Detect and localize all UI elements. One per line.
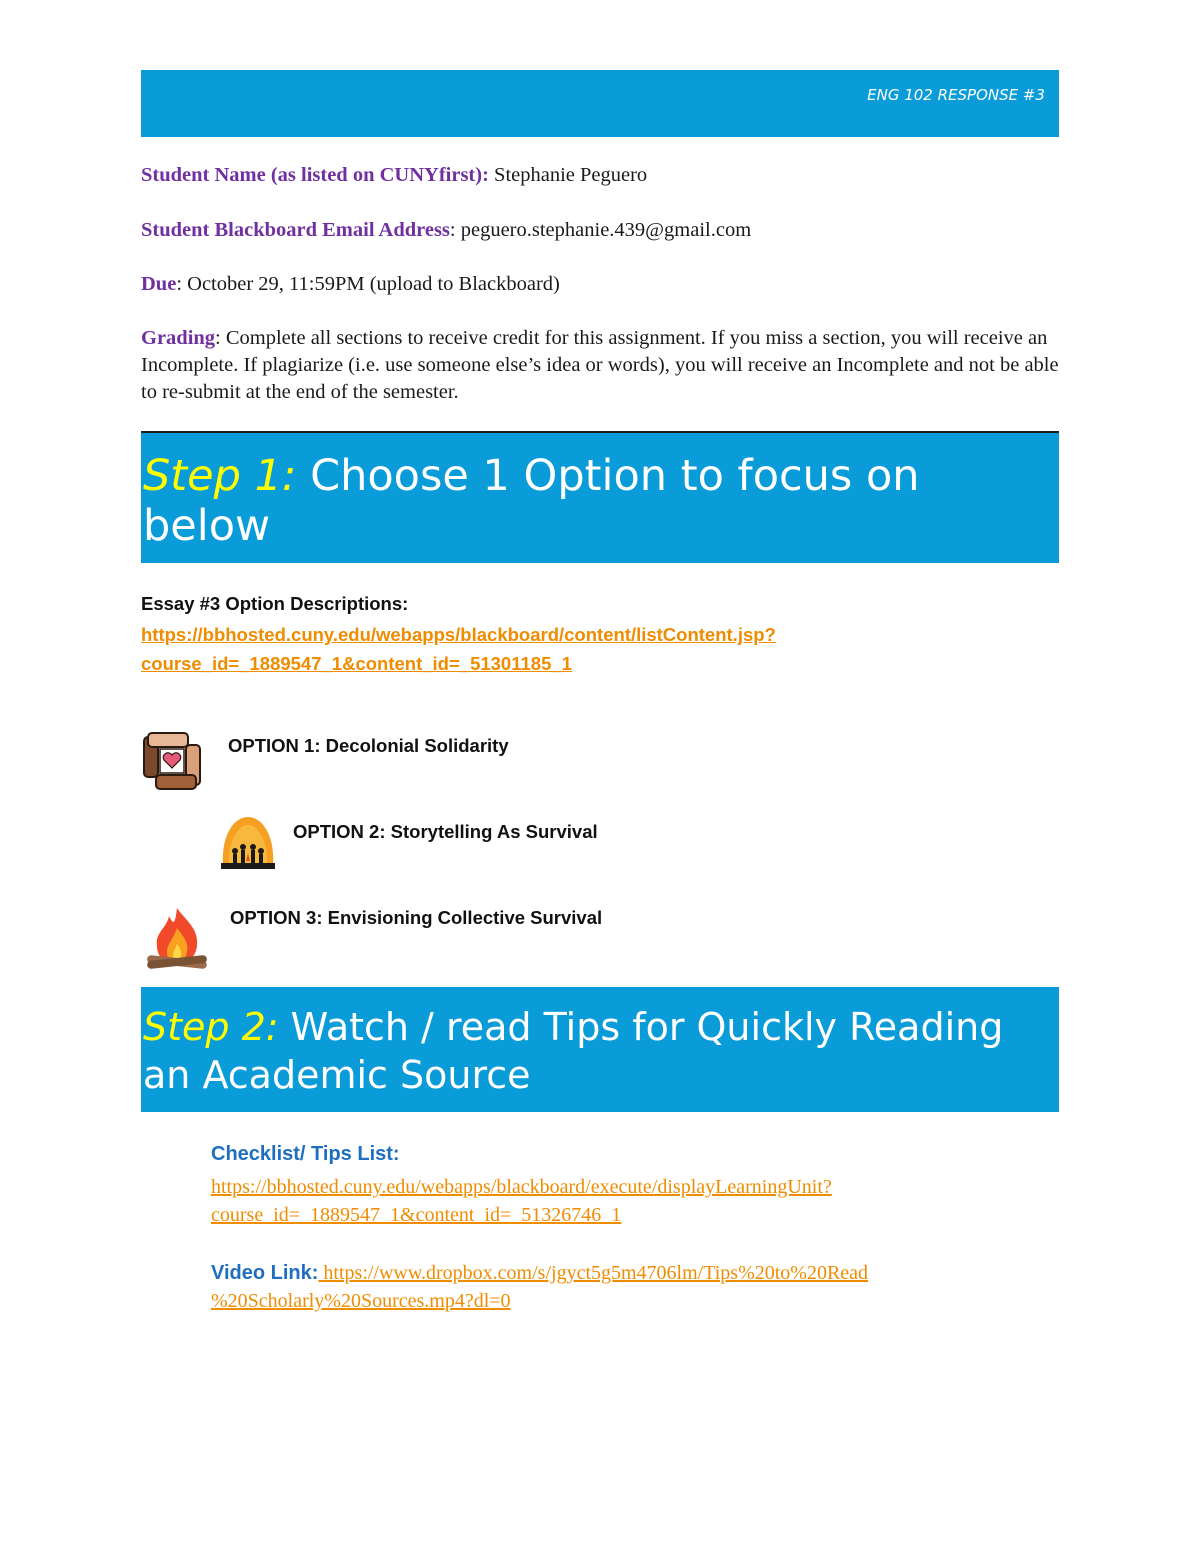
step1-banner [141, 433, 1059, 563]
video-link-line1[interactable]: https://www.dropbox.com/s/jgyct5g5m4706lm/Tips%20to%20Read [323, 1262, 869, 1284]
email-label: Student Blackboard Email Address [141, 219, 450, 241]
checklist-link-line2[interactable]: course_id=_1889547_1&content_id=_51326746_1 [211, 1204, 622, 1226]
essay-options-title: Essay #3 Option Descriptions: [141, 593, 409, 614]
step1-text: Choose 1 Option to focus on below [143, 451, 920, 551]
header-banner [141, 70, 1059, 137]
step2-banner [141, 987, 1059, 1112]
bonfire-icon [145, 906, 209, 977]
campfire-people-icon [219, 815, 277, 876]
grading-label: Grading [141, 327, 216, 349]
header-label: ENG 102 RESPONSE #3 [867, 86, 1045, 104]
due-label: Due [141, 273, 177, 295]
step1-number: Step 1: [143, 451, 297, 501]
email-value: : peguero.stephanie.439@gmail.com [449, 219, 752, 241]
student-name-value: Stephanie Peguero [488, 164, 648, 186]
option-3-label: OPTION 3: Envisioning Collective Survival [230, 907, 603, 928]
grading-value: : Complete all sections to receive credit for this assignment. If you miss a section, you will receive an Incomplete. If plagiarize (i.e. use someone else’s idea or words), you will receive an Incomplete and not be able to re-submit at the end of the semester. [141, 327, 1059, 403]
student-name-label: Student Name (as listed on CUNYfirst): [141, 164, 489, 186]
essay-options-link[interactable] [141, 620, 901, 678]
essay-link-line2[interactable]: course_id=_1889547_1&content_id=_51301185_1 [141, 653, 572, 674]
option-1-label: OPTION 1: Decolonial Solidarity [228, 735, 509, 756]
hands-heart-icon [140, 729, 204, 798]
email-row [141, 217, 1061, 244]
step2-number: Step 2: [143, 1005, 279, 1049]
due-value: : October 29, 11:59PM (upload to Blackboard) [176, 273, 560, 295]
step2-text: Watch / read Tips for Quickly Reading an Academic Source [143, 1005, 1004, 1097]
video-link-label: Video Link: [211, 1262, 319, 1284]
video-link-line2[interactable]: %20Scholarly%20Sources.mp4?dl=0 [211, 1290, 511, 1312]
due-row [141, 271, 1061, 298]
student-name-row [141, 162, 1061, 189]
option-2-label: OPTION 2: Storytelling As Survival [293, 821, 598, 842]
checklist-link-line1[interactable]: https://bbhosted.cuny.edu/webapps/blackboard/execute/displayLearningUnit? [211, 1176, 832, 1198]
video-row [211, 1259, 1031, 1315]
essay-link-line1[interactable]: https://bbhosted.cuny.edu/webapps/blackboard/content/listContent.jsp? [141, 624, 776, 645]
checklist-heading: Checklist/ Tips List: [211, 1143, 400, 1165]
grading-row [141, 325, 1061, 406]
checklist-link[interactable] [211, 1173, 1011, 1229]
